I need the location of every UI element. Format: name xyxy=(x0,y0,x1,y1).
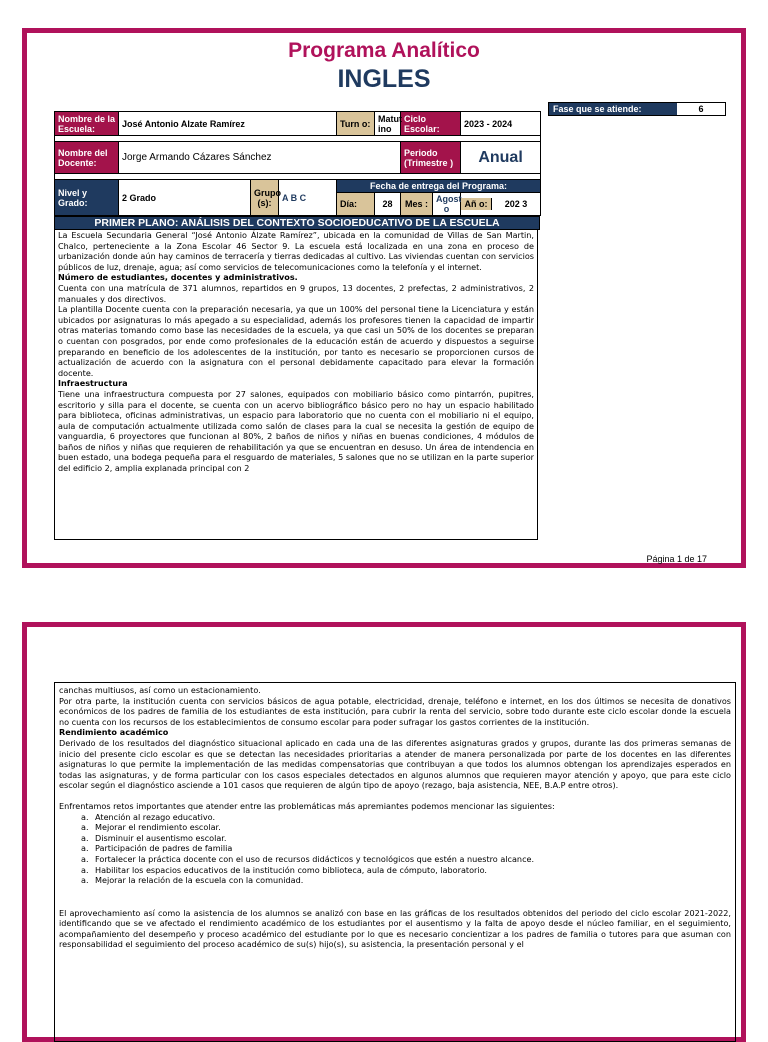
paragraph: Enfrentamos retos importantes que atender entre las problemáticas más apremiantes podemos mencionar las siguientes: xyxy=(59,800,555,811)
list-marker: a. xyxy=(81,811,89,822)
list-item xyxy=(81,864,731,876)
mes-label: Mes : xyxy=(401,193,433,216)
list-item-text: Mejorar el rendimiento escolar. xyxy=(95,822,221,833)
list-item xyxy=(81,822,731,833)
docente-label: Nombre del Docente: xyxy=(55,142,119,174)
list-item-text: Atención al rezago educativo. xyxy=(95,811,216,822)
context-text-box xyxy=(54,229,538,540)
header-table xyxy=(54,111,541,216)
context-text-box-continued xyxy=(54,682,736,1042)
grupo-value: A B C xyxy=(279,180,337,216)
anio-value: 202 3 xyxy=(504,199,528,209)
list-item-text: Habilitar los espacios educativos de la institución como biblioteca, aula de cómputo, laboratorio. xyxy=(95,864,487,875)
fase-value: 6 xyxy=(698,104,704,114)
nivel-label: Nivel y Grado: xyxy=(55,180,119,216)
paragraph: Cuenta con una matrícula de 371 alumnos, repartidos en 9 grupos, 13 docentes, 2 prefectas, 2 administrativos, 2 manuales y dos directivos. xyxy=(58,282,534,304)
paragraph: Por otra parte, la institución cuenta con servicios básicos de agua potable, electricidad, drenaje, teléfono e internet, en los dos últimos se necesita de donativos económicos de los padres de familia de los estudiantes de esta institución, para cubrir la renta del servicio, sobre todo durante este ciclo escolar donde la escuela no cuenta con los recursos de los establecimientos de consumo escolar para poder sufragar los gastos corrientes de la institución. xyxy=(59,695,731,727)
paragraph: La Escuela Secundaria General “José Antonio Álzate Ramírez”, ubicada en la comunidad de Villas de San Martin, Chalco, perteneciente a la Zona Escolar 46 Sector 9. La escuela está localizada en una zona en proceso de urbanización donde aún hay caminos de terracería y tierras dedicadas al cultivo. Las viviendas cuentan con servicios públicos de luz, drenaje, agua; así como servicios de telecomunicaciones como la telefonía y el internet. xyxy=(58,230,534,272)
paragraph: El aprovechamiento así como la asistencia de los alumnos se analizó con base en las gráficas de los resultados obtenidos del periodo del ciclo escolar 2021-2022, identificando que se ve afectado el rendimiento académico de los estudiantes por el ausentismo y la falta de apoyo desde el núcleo familiar, en el seguimiento, acompañamiento del desempeño y proceso académico del estudiante por lo que es necesario concientizar a los padres de familia o tutores para que asuman con responsabilidad el seguimiento del proceso académico de su(s) hijo(s), su asistencia, la presentación personal y el xyxy=(59,907,731,950)
anio-cell xyxy=(461,193,541,216)
paragraph: La plantilla Docente cuenta con la preparación necesaria, ya que un 100% del personal tiene la Licenciatura y están ubicados por asignaturas lo más apegado a su especialidad, además los profesores tienen la capacidad de impartir otras materias tomando como base las necesidades de la escuela, ya que casi un 50% de los docentes se preparan o cuentan con posgrados, por ende como profesionales de la educación están de acuerdo y dispuestos a seguirse preparando en beneficio de los adolescentes de la institución, por tanto es necesario se proporcionen cursos de actualización de acuerdo con la asignatura con el personal debidamente capacitado para elevar la formación docente. xyxy=(58,304,534,378)
list-marker: a. xyxy=(81,822,89,833)
periodo-label: Periodo (Trimestre ) xyxy=(401,142,461,174)
list-marker: a. xyxy=(81,843,89,854)
paragraph: Tiene una infraestructura compuesta por 27 salones, equipados con mobiliario básico como pintarrón, pupitres, escritorio y silla para el docente, se cuenta con un acervo bibliográfico básico pero no hay un espacio habilitado para biblioteca, oficinas administrativas, un espacio para laboratorio que no cuenta con el mobiliario ni el equipo, aula de computación actualmente utilizada como salón de clases para la cual se necesita la gestión de equipo de vanguardia, 6 proyectores que funcionan al 80%, 2 baños de niños y niñas en buenas condiciones, 4 módulos de baños de niños y niñas que requieren de rehabilitación ya que se encuentran en desuso. Un área de intendencia en buen estado, una bodega pequeña para el resguardo de materiales, 5 salones que no se utilizan en la parte superior del edificio 2, amplia explanada principal con 2 xyxy=(58,388,534,474)
turno-label: Turn o: xyxy=(337,112,375,136)
page-number: Página 1 de 17 xyxy=(646,554,707,564)
list-marker: a. xyxy=(81,853,89,864)
paragraph: Derivado de los resultados del diagnóstico situacional aplicado en cada una de las diferentes asignaturas grados y grupos, durante las dos primeras semanas de inicio del presente ciclo escolar es que se detectan las necesidades prioritarias a atender de manera personalizada por parte de los docentes en las diferentes asignaturas lo que permite la implementación de las medidas compensatorias que contribuyan a que todos los alumnos obtengan los aprendizajes esperados en todas las asignaturas, y de forma particular con los casos especiales detectados en algunos alumnos que requieren mayor atención y apoyo, que para este ciclo escolar según el diagnóstico asciende a 101 casos que requieren de algún tipo de apoyo (rezago, baja asistencia, NEE, B.A.P entre otros). xyxy=(59,737,731,791)
paragraph: canchas multiusos, así como un estacionamiento. xyxy=(59,685,261,695)
list-item-text: Participación de padres de familia xyxy=(95,843,233,854)
fase-label: Fase que se atiende: xyxy=(549,103,677,115)
grupo-label: Grupo (s): xyxy=(251,180,279,216)
document-title: Programa Analítico xyxy=(288,39,480,62)
list-item-text: Disminuir el ausentismo escolar. xyxy=(95,832,227,843)
escuela-value: José Antonio Alzate Ramírez xyxy=(119,112,337,136)
challenges-list xyxy=(59,812,731,886)
ciclo-label: Ciclo Escolar: xyxy=(401,112,461,136)
docente-value: Jorge Armando Cázares Sánchez xyxy=(119,142,401,174)
section-title: PRIMER PLANO: ANÁLISIS DEL CONTEXTO SOCIOEDUCATIVO DE LA ESCUELA xyxy=(54,216,540,230)
fecha-label: Fecha de entrega del Programa: xyxy=(337,180,541,193)
list-item xyxy=(81,832,731,844)
ciclo-value: 2023 - 2024 xyxy=(461,112,541,136)
subheading: Infraestructura xyxy=(58,378,128,389)
list-item xyxy=(81,875,731,886)
list-item-text: Fortalecer la práctica docente con el uso de recursos didácticos y tecnológicos que estén a nuestro alcance. xyxy=(95,853,535,864)
subheading: Rendimiento académico xyxy=(59,727,169,738)
list-item-text: Mejorar la relación de la escuela con la comunidad. xyxy=(95,875,304,886)
anio-label: Añ o: xyxy=(461,198,492,210)
dia-label: Día: xyxy=(337,193,375,216)
turno-value: Matut ino xyxy=(375,112,401,136)
subheading: Número de estudiantes, docentes y administrativos. xyxy=(58,272,298,283)
list-marker: a. xyxy=(81,864,89,875)
document-page-1 xyxy=(22,28,746,568)
list-item xyxy=(81,853,731,865)
dia-value: 28 xyxy=(375,193,401,216)
list-item xyxy=(81,811,731,823)
fase-box xyxy=(548,102,726,116)
escuela-label: Nombre de la Escuela: xyxy=(55,112,119,136)
list-marker: a. xyxy=(81,875,89,886)
list-item xyxy=(81,843,731,854)
document-page-2 xyxy=(22,622,746,1042)
mes-value: Agost o xyxy=(433,193,461,216)
nivel-value: 2 Grado xyxy=(119,180,251,216)
periodo-value: Anual xyxy=(461,142,541,174)
list-marker: a. xyxy=(81,832,89,843)
document-subject: INGLES xyxy=(337,65,431,93)
